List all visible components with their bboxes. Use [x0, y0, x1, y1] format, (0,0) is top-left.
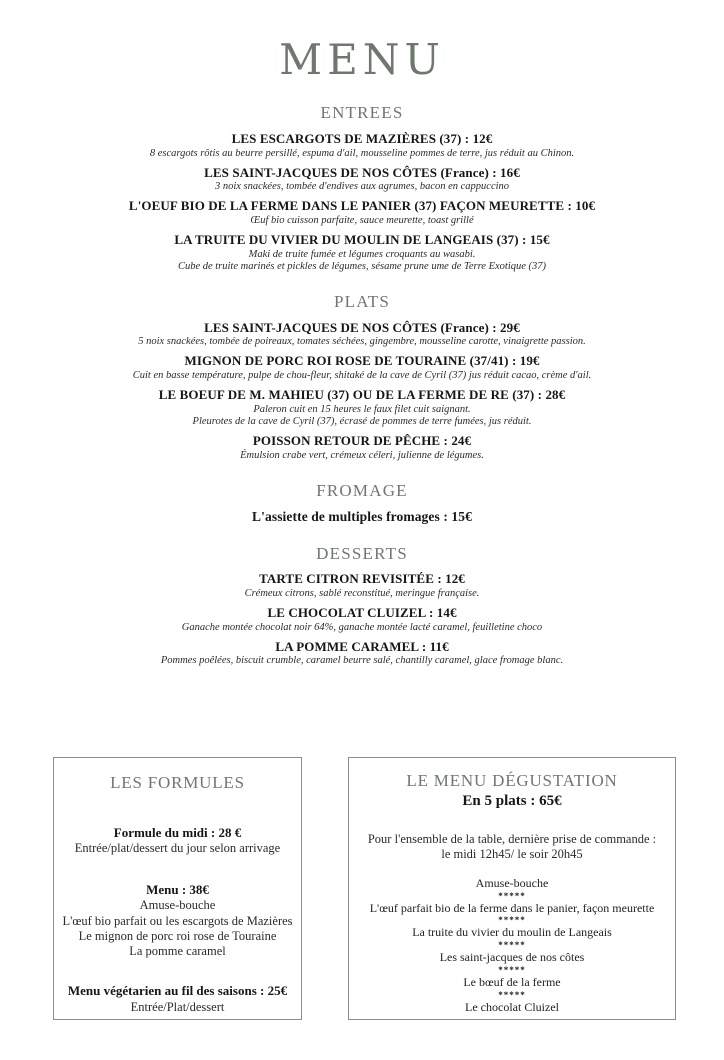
formules-box — [53, 757, 302, 1020]
bottom-boxes — [0, 757, 724, 1020]
degustation-note-line2: le midi 12h45/ le soir 20h45 — [441, 846, 583, 861]
menu-sections — [0, 104, 724, 667]
formule-line: L'œuf bio parfait ou les escargots de Mazières — [62, 913, 293, 928]
page-title: MENU — [279, 35, 445, 84]
course-item: Le chocolat Cluizel — [465, 999, 559, 1014]
formule-group — [62, 983, 293, 1015]
item-title: LES ESCARGOTS DE MAZIÈRES (37) : 12€ — [231, 130, 493, 146]
menu-item — [60, 640, 664, 668]
item-description: 3 noix snackées, tombée d'endives aux agrumes, bacon en cappuccino — [214, 181, 510, 193]
item-description: Crémeux citrons, sablé reconstitué, meringue française. — [244, 587, 480, 599]
item-title: LES SAINT-JACQUES DE NOS CÔTES (France) : 29€ — [204, 319, 520, 335]
formule-group — [62, 825, 293, 857]
item-title: L'OEUF BIO DE LA FERME DANS LE PANIER (37) FAÇON MEURETTE : 10€ — [128, 198, 596, 214]
item-description: 8 escargots rôtis au beurre persillé, espuma d'ail, mousseline pommes de terre, jus réduit au Chinon. — [149, 147, 575, 159]
item-title: LE CHOCOLAT CLUIZEL : 14€ — [267, 604, 457, 620]
formule-group — [62, 882, 293, 959]
course-item: Amuse-bouche — [475, 876, 549, 891]
stars-separator: ***** — [498, 915, 526, 926]
stars-separator: ***** — [498, 964, 526, 975]
item-description: Ganache montée chocolat noir 64%, ganache montée lacté caramel, feuilletine choco — [181, 621, 543, 633]
stars-separator: ***** — [498, 940, 526, 951]
item-title: MIGNON DE PORC ROI ROSE DE TOURAINE (37/41) : 19€ — [184, 353, 540, 369]
menu-section-plats — [0, 293, 724, 462]
menu-page — [0, 36, 724, 1060]
formule-line: Entrée/plat/dessert du jour selon arrivage — [74, 840, 281, 855]
item-description: Pleurotes de la cave de Cyril (37), écrasé de pommes de terre fumées, jus réduit. — [192, 415, 532, 427]
course-item: Les saint-jacques de nos côtes — [439, 950, 585, 965]
item-title: LE BOEUF DE M. MAHIEU (37) OU DE LA FERME DE RE (37) : 28€ — [158, 387, 566, 403]
menu-item — [60, 199, 664, 227]
menu-item — [60, 606, 664, 634]
item-title: TARTE CITRON REVISITÉE : 12€ — [259, 571, 465, 587]
course-item: L'œuf parfait bio de la ferme dans le panier, façon meurette — [369, 900, 655, 915]
item-description: Cube de truite marinés et pickles de légumes, sésame prune ume de Terre Exotique (37) — [177, 260, 547, 272]
item-description: Cuit en basse température, pulpe de chou-fleur, shitaké de la cave de Cyril (37) jus réduit cacao, crème d'ail. — [132, 369, 592, 381]
course-item: La truite du vivier du moulin de Langeais — [412, 925, 612, 940]
section-header-fromage: FROMAGE — [316, 480, 408, 500]
menu-item — [60, 166, 664, 194]
item-title: LA POMME CARAMEL : 11€ — [275, 638, 449, 654]
item-description: Paleron cuit en 15 heures le faux filet cuit saignant. — [253, 403, 471, 415]
section-header-entrees: ENTREES — [320, 103, 404, 123]
menu-section-desserts — [0, 545, 724, 668]
formules-groups — [62, 825, 293, 1015]
section-header-desserts: DESSERTS — [316, 543, 408, 563]
degustation-subtitle: En 5 plats : 65€ — [462, 792, 562, 809]
degustation-courses — [357, 876, 667, 1014]
item-description: Émulsion crabe vert, crémeux céleri, julienne de légumes. — [240, 449, 484, 461]
menu-item — [60, 354, 664, 382]
menu-item — [60, 132, 664, 160]
item-description: Pommes poêlées, biscuit crumble, caramel beurre salé, chantilly caramel, glace fromage blanc. — [160, 655, 564, 667]
item-description: Maki de truite fumée et légumes croquants au wasabi. — [248, 248, 476, 260]
formule-line: Le mignon de porc roi rose de Touraine — [78, 928, 277, 943]
item-title: LA TRUITE DU VIVIER DU MOULIN DE LANGEAIS (37) : 15€ — [174, 232, 550, 248]
degustation-box — [348, 757, 676, 1020]
formule-heading: Menu végétarien au fil des saisons : 25€ — [67, 983, 288, 999]
formule-heading: Menu : 38€ — [146, 882, 209, 898]
formule-line: Entrée/Plat/dessert — [130, 999, 225, 1014]
menu-item — [60, 388, 664, 428]
course-item: Le bœuf de la ferme — [463, 974, 561, 989]
formules-title: LES FORMULES — [110, 773, 245, 792]
menu-section-fromage — [0, 482, 724, 525]
stars-separator: ***** — [498, 890, 526, 901]
section-header-plats: PLATS — [333, 292, 391, 312]
formule-line: Amuse-bouche — [139, 898, 216, 913]
menu-item — [60, 321, 664, 349]
degustation-note-line1: Pour l'ensemble de la table, dernière prise de commande : — [367, 831, 657, 846]
stars-separator: ***** — [498, 989, 526, 1000]
menu-item — [60, 233, 664, 273]
menu-item — [60, 509, 664, 524]
menu-item — [60, 434, 664, 462]
item-title: LES SAINT-JACQUES DE NOS CÔTES (France) : 16€ — [204, 164, 520, 180]
degustation-note — [357, 832, 667, 863]
menu-section-entrees — [0, 104, 724, 273]
menu-item — [60, 572, 664, 600]
item-title: POISSON RETOUR DE PÊCHE : 24€ — [252, 433, 472, 449]
item-description: 5 noix snackées, tombée de poireaux, tomates séchées, gingembre, mousseline carotte, vinaigrette passion. — [138, 336, 586, 348]
item-title: L'assiette de multiples fromages : 15€ — [252, 509, 472, 525]
formule-line: La pomme caramel — [129, 944, 226, 959]
degustation-title: LE MENU DÉGUSTATION — [406, 771, 618, 790]
formule-heading: Formule du midi : 28 € — [113, 824, 242, 840]
item-description: Œuf bio cuisson parfaite, sauce meurette, toast grillé — [250, 214, 474, 226]
